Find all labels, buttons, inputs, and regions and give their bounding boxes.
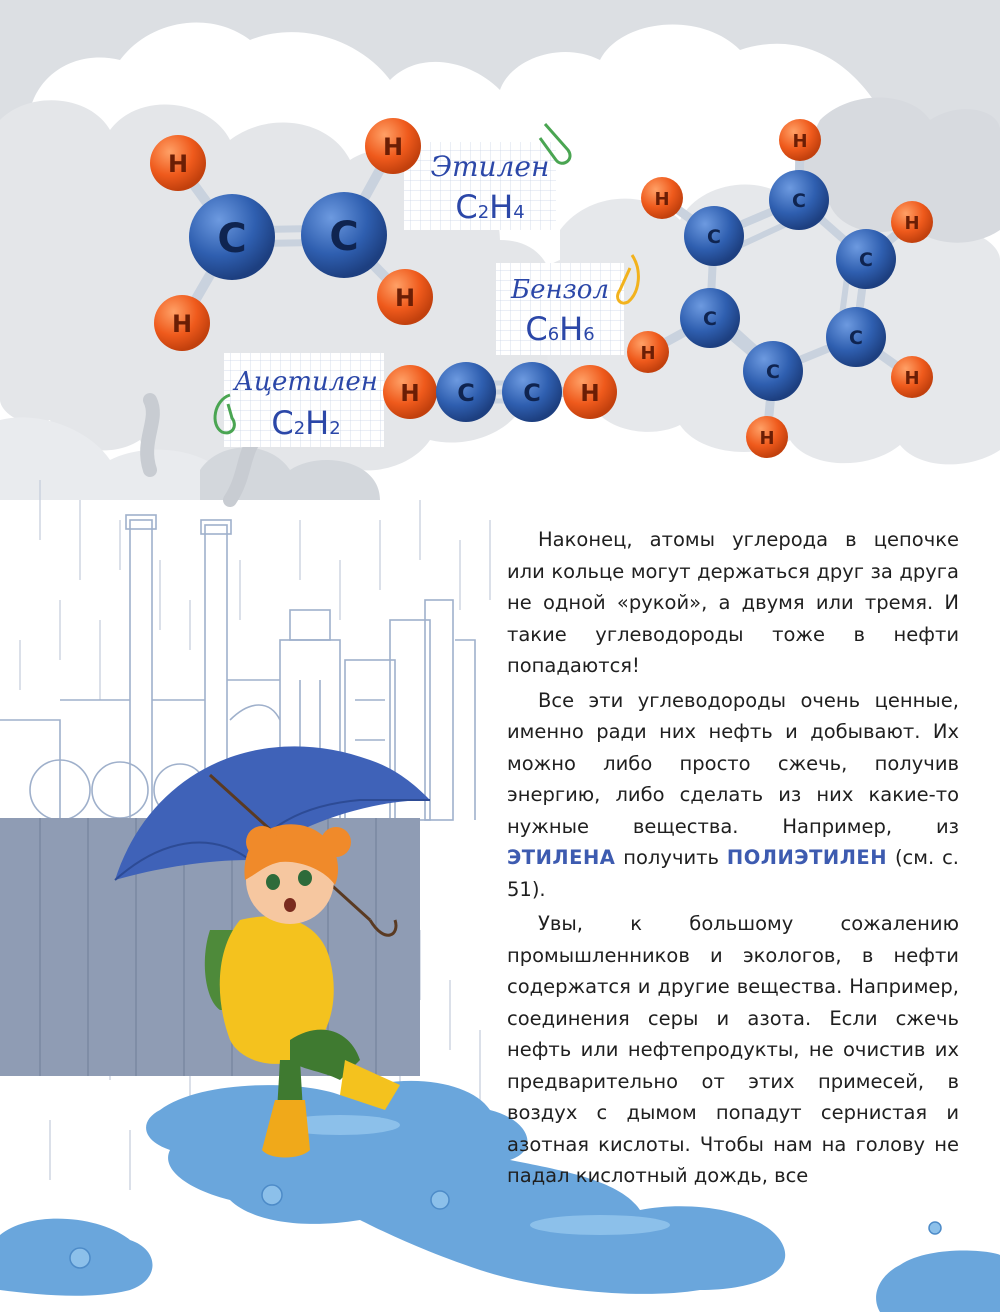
paragraph-3: Увы, к большому сожалению промышленников и экологов, в нефти содержатся и другие вещества. Например, соединения серы и азота. Если сжечь нефть или нефтепродукты, не очистив их предварительно от этих примесей, в воздух с дымом попадут сернистая и азотная кислоты. Чтобы нам на голову не падал кислотный дождь, все bbox=[507, 912, 959, 1187]
benzene-atom-h5: H bbox=[904, 368, 920, 389]
benzene-atom-c5: C bbox=[849, 327, 863, 349]
ethylene-name: Этилен bbox=[430, 150, 550, 183]
ethylene-formula-h: H bbox=[489, 188, 514, 226]
benzene-formula-c: C bbox=[525, 310, 548, 348]
highlight-polyethylene: ПОЛИЭТИЛЕН bbox=[726, 846, 888, 869]
benzene-atom-c1: C bbox=[792, 190, 806, 212]
paragraph-1: Наконец, атомы углерода в цепочке или кольце могут держаться друг за друга не одной «рукой», а двумя или тремя. И такие углеводороды тоже в нефти попадаются! bbox=[507, 528, 959, 677]
benzene-atom-h2: H bbox=[654, 189, 670, 210]
ethylene-formula-sub1: 2 bbox=[477, 202, 490, 223]
ethylene-formula-c: C bbox=[455, 188, 478, 226]
acetylene-atom-c2: C bbox=[523, 379, 541, 407]
ethylene-atom-h3: H bbox=[382, 133, 404, 161]
benzene-formula-h: H bbox=[559, 310, 584, 348]
acetylene-formula-c: C bbox=[271, 404, 294, 442]
ethylene-atom-h4: H bbox=[394, 284, 416, 312]
benzene-atom-h3: H bbox=[904, 213, 920, 234]
paragraph-2-part-a: Все эти углеводороды очень ценные, именно ради них нефть и добывают. Их можно либо просто сжечь, получив энергию, либо сделать из них какие-то нужные вещества. Например, из bbox=[507, 688, 959, 838]
benzene-name: Бензол bbox=[510, 275, 610, 305]
acetylene-name: Ацетилен bbox=[234, 367, 378, 397]
ethylene-atom-h1: H bbox=[167, 150, 189, 178]
acetylene-atom-h2: H bbox=[580, 381, 600, 407]
benzene-atom-c2: C bbox=[707, 226, 721, 248]
ethylene-formula-sub2: 4 bbox=[513, 202, 525, 223]
benzene-atom-h4: H bbox=[640, 343, 656, 364]
benzene-atom-c6: C bbox=[766, 361, 780, 383]
ethylene-atom-h2: H bbox=[171, 310, 193, 338]
benzene-atom-c4: C bbox=[703, 308, 717, 330]
paragraph-2 bbox=[507, 685, 959, 906]
acetylene-formula-sub1: 2 bbox=[293, 418, 306, 439]
paragraph-2-part-c: (см. с. 51). bbox=[507, 846, 959, 901]
paragraph-2-part-b: получить bbox=[615, 846, 727, 869]
acetylene-atom-h1: H bbox=[400, 381, 420, 407]
ethylene-atom-c2: C bbox=[329, 214, 359, 260]
benzene-atom-c3: C bbox=[859, 249, 873, 271]
acetylene-formula-h: H bbox=[305, 404, 330, 442]
benzene-formula-sub1: 6 bbox=[547, 324, 560, 345]
highlight-ethylene: ЭТИЛЕНА bbox=[507, 846, 616, 869]
acetylene-formula-sub2: 2 bbox=[329, 418, 341, 439]
benzene-formula-sub2: 6 bbox=[583, 324, 595, 345]
body-text bbox=[507, 524, 959, 1192]
benzene-atom-h1: H bbox=[792, 131, 808, 152]
ethylene-atom-c1: C bbox=[217, 216, 247, 262]
benzene-atom-h6: H bbox=[759, 428, 775, 449]
acetylene-atom-c1: C bbox=[457, 379, 475, 407]
